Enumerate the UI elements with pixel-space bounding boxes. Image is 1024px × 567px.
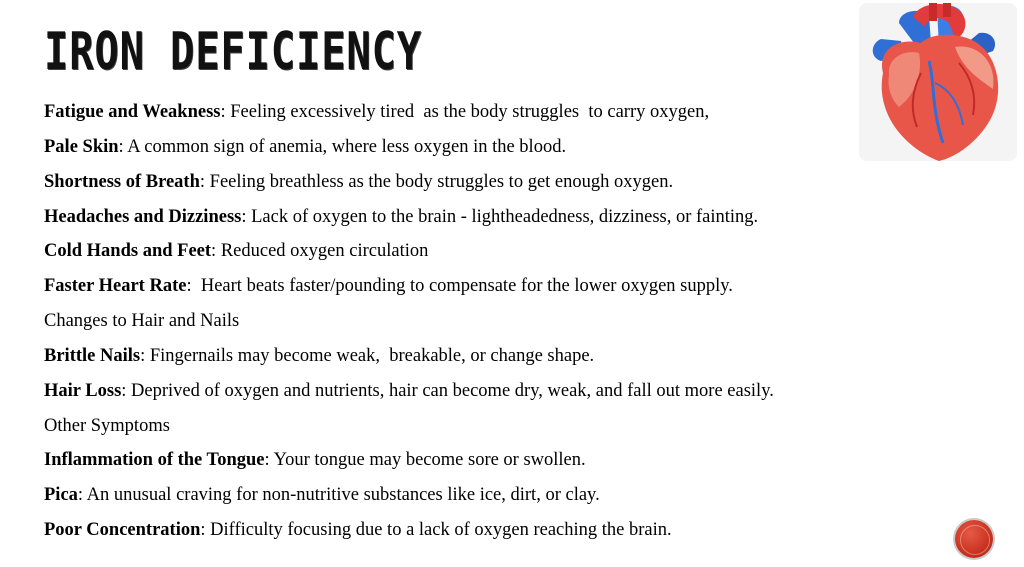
symptom-line (44, 379, 774, 403)
symptom-line (44, 100, 709, 124)
symptom-line (44, 344, 594, 368)
symptom-separator: : (186, 276, 201, 296)
symptom-label: Pale Skin (44, 137, 119, 157)
symptom-separator: : (121, 381, 132, 401)
symptom-label: Inflammation of the Tongue (44, 450, 265, 470)
symptom-line (44, 483, 600, 507)
symptom-label: Brittle Nails (44, 346, 141, 366)
symptom-label: Fatigue and Weakness (44, 102, 221, 122)
slide-nav-circle-icon[interactable] (955, 520, 993, 558)
symptom-description: Feeling excessively tired as the body struggles to carry oxygen, (230, 102, 710, 122)
symptom-line (44, 274, 733, 298)
symptom-line (44, 170, 673, 194)
slide-title: IRON DEFICIENCY (44, 22, 422, 82)
symptom-line (44, 518, 672, 542)
symptom-label: Pica (44, 485, 78, 505)
symptom-description: Heart beats faster/pounding to compensate for the lower oxygen supply. (200, 276, 733, 296)
anatomical-heart-icon (859, 3, 1017, 161)
symptom-line (44, 309, 239, 333)
symptom-line (44, 239, 428, 263)
symptom-separator: : (118, 137, 128, 157)
symptom-separator: : (77, 485, 87, 505)
symptom-line (44, 414, 170, 438)
symptom-label: Headaches and Dizziness (44, 207, 242, 227)
symptom-description: Feeling breathless as the body struggles to get enough oxygen. (209, 172, 674, 192)
symptom-separator: : (211, 241, 221, 261)
symptom-label: Cold Hands and Feet (44, 241, 212, 261)
symptom-label: Hair Loss (44, 381, 122, 401)
symptom-description: Difficulty focusing due to a lack of oxygen reaching the brain. (210, 520, 672, 540)
symptom-line (44, 448, 586, 472)
symptom-separator: : (140, 346, 150, 366)
symptom-description: Lack of oxygen to the brain - lightheadedness, dizziness, or fainting. (251, 207, 759, 227)
symptom-line (44, 205, 758, 229)
symptom-separator: : (264, 450, 274, 470)
section-heading: Other Symptoms (44, 416, 170, 436)
symptom-separator: : (199, 172, 210, 192)
symptom-description: An unusual craving for non-nutritive substances like ice, dirt, or clay. (86, 485, 600, 505)
symptom-description: Deprived of oxygen and nutrients, hair can become dry, weak, and fall out more easily. (131, 381, 774, 401)
symptom-label: Faster Heart Rate (44, 276, 187, 296)
section-heading: Changes to Hair and Nails (44, 311, 240, 331)
symptom-label: Poor Concentration (44, 520, 201, 540)
symptom-label: Shortness of Breath (44, 172, 200, 192)
symptom-description: Fingernails may become weak, breakable, or change shape. (149, 346, 595, 366)
symptom-separator: : (241, 207, 252, 227)
symptom-description: Your tongue may become sore or swollen. (273, 450, 586, 470)
symptom-description: A common sign of anemia, where less oxygen in the blood. (127, 137, 567, 157)
symptom-line (44, 135, 566, 159)
symptom-separator: : (200, 520, 211, 540)
symptom-separator: : (220, 102, 231, 122)
symptom-description: Reduced oxygen circulation (220, 241, 429, 261)
